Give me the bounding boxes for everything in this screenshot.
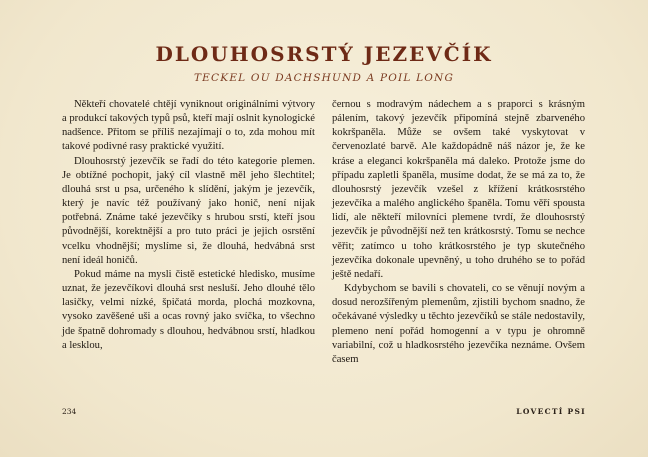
- paragraph: Dlouhosrstý jezevčík se řadí do této kategorie plemen. Je obtížné pochopit, jaký cíl vlastně měl jeho šlechtitel; dlouhá srst u psa, určeného k slídění, jakým je jezevčík, který je navíc též používaný jako honič, není nijak potřebná. Známe také jezevčíky s hrubou srstí, kteří jsou původnější, korektnější a pro tuto práci je jejich osrstění vcelku vhodnější; myslíme si, že dlouhá, hedvábná srst není ideál honičů.: [62, 155, 315, 266]
- running-head: LOVECTÍ PSI: [516, 407, 586, 416]
- page-title: DLOUHOSRSTÝ JEZEVČÍK: [155, 42, 493, 66]
- left-column: [62, 98, 315, 353]
- paragraph: Kdybychom se bavili s chovateli, co se věnují novým a dosud nerozšířeným plemenům, zjistili bychom snadno, že očekávané výsledky u těchto jezevčíků se stále nedostavily, plemeno není pořád homogenní a v typu je ohromně variabilní, což u hladkosrstého jezevčíka neznáme. Ovšem časem: [332, 283, 585, 365]
- paragraph: Pokud máme na mysli čistě estetické hledisko, musíme uznat, že jezevčíkovi dlouhá srst nesluší. Jeho dlouhé tělo lasičky, velmi nízké, špičatá mordа, plochá mozkovna, vysoko zavěšené uši a ocas rovný jako svíčka, to všechno jde špatně dohromady s dlouhou, hedvábnou srstí, hladkou a lesklou,: [62, 268, 315, 351]
- paragraph: černou s modravým nádechem a s praporci s krásným pálením, takový jezevčík připomíná stejně zbarveného kokršpaněla. Může se ovšem také vyskytovat v červenozlaté barvě. Ale každopádně náš názor je, že ke kráse a eleganci kokršpaněla má daleko. Protože jsme do případu zapletli španěla, musíme dodat, že se má za to, že dlouhosrstý jezevčík vzešel z křížení krátkosrstého jezevčíka a malého anglického španěla. Tomu věří spousta lidí, ale někteří milovníci plemene tvrdí, že dlouhosrstý jezevčík je původnější než ten krátkosrstý. Tomu se nechce věřit; zatímco u toho krátkosrstého je typ skutečného jezevčíka dokonale upevněný, u toho druhého se to pořád ještě nedaří.: [332, 99, 585, 280]
- page-subtitle: TECKEL OU DACHSHUND A POIL LONG: [193, 72, 455, 84]
- paragraph: Někteří chovatelé chtějí vyniknout originálními výtvory a produkcí takových typů psů, kteří mají oslnit kynologické nadšence. Přitom se příliš nezajímají o to, zda mohou mít takové podivné rasy praktické využití.: [62, 99, 315, 153]
- right-column: [332, 98, 585, 367]
- page-number: 234: [62, 407, 77, 416]
